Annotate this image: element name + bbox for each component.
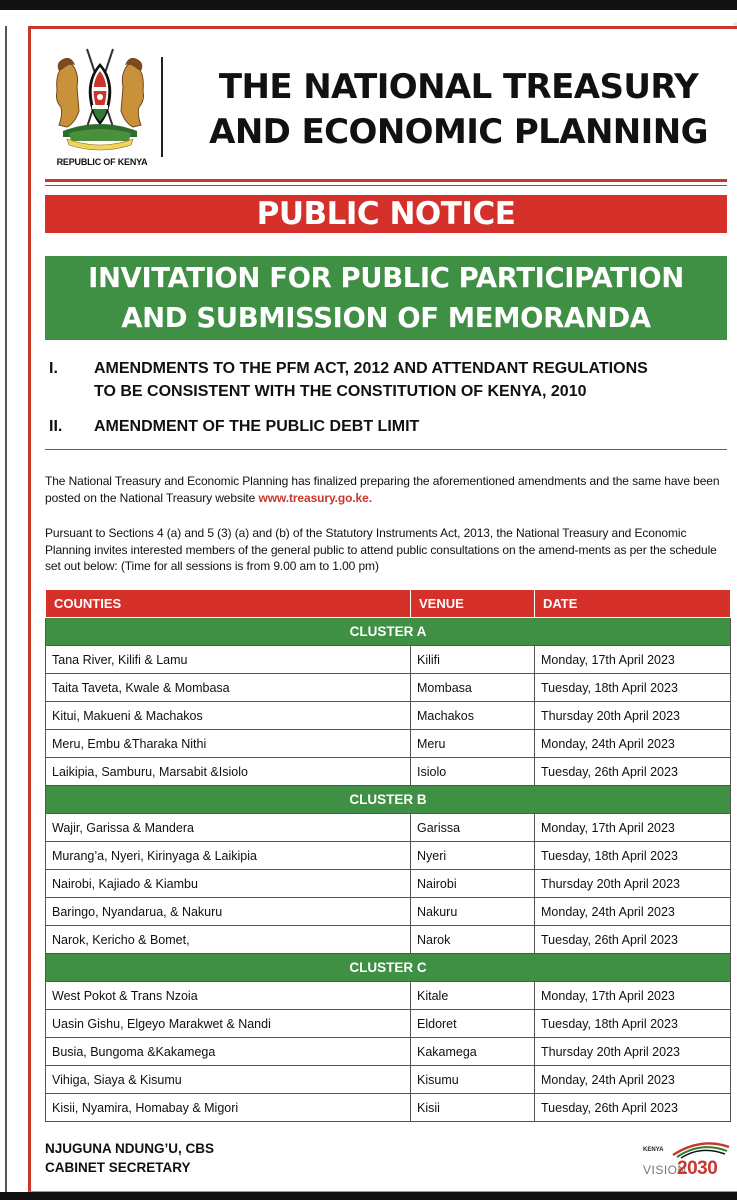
date-cell: Tuesday, 18th April 2023: [535, 842, 731, 870]
top-frame-bar: [0, 0, 737, 10]
table-row: [46, 982, 731, 1010]
agenda-item-2: [49, 415, 737, 439]
venue-cell: Garissa: [411, 814, 535, 842]
date-cell: Thursday 20th April 2023: [535, 1038, 731, 1066]
counties-cell: Narok, Kericho & Bomet,: [46, 926, 411, 954]
column-header-venue: VENUE: [411, 590, 535, 618]
intro-paragraph-text: The National Treasury and Economic Planning has finalized preparing the aforementioned amendments and the same have been posted on the National Treasury website: [45, 474, 720, 505]
venue-cell: Kakamega: [411, 1038, 535, 1066]
date-cell: Monday, 17th April 2023: [535, 646, 731, 674]
header-rule-1: [45, 179, 727, 182]
intro-paragraph: [45, 473, 735, 506]
counties-cell: Tana River, Kilifi & Lamu: [46, 646, 411, 674]
consultation-schedule-table: [45, 589, 731, 1122]
column-header-counties: COUNTIES: [46, 590, 411, 618]
agenda-item-text: [94, 415, 734, 438]
table-body: [46, 618, 731, 1122]
date-cell: Thursday 20th April 2023: [535, 702, 731, 730]
table-row: [46, 1066, 731, 1094]
table-row: [46, 870, 731, 898]
consultation-paragraph: Pursuant to Sections 4 (a) and 5 (3) (a) and (b) of the Statutory Instruments Act, 2013, the National Treasury and Economic Planning invites interested members of the general public to attend public consultations on the amend-ments as per the schedule set out below: (Time for all sessions is from 9.00 am to 1.00 pm): [45, 526, 717, 573]
counties-cell: Laikipia, Samburu, Marsabit &Isiolo: [46, 758, 411, 786]
counties-cell: Wajir, Garissa & Mandera: [46, 814, 411, 842]
date-cell: Monday, 17th April 2023: [535, 814, 731, 842]
invitation-banner: [45, 256, 727, 340]
counties-cell: Kisii, Nyamira, Homabay & Migori: [46, 1094, 411, 1122]
agenda-item-number: II.: [49, 418, 63, 435]
counties-cell: Baringo, Nyandarua, & Nakuru: [46, 898, 411, 926]
date-cell: Tuesday, 26th April 2023: [535, 926, 731, 954]
venue-cell: Kilifi: [411, 646, 535, 674]
section-rule: [45, 449, 727, 450]
counties-cell: Uasin Gishu, Elgeyo Marakwet & Nandi: [46, 1010, 411, 1038]
agenda-item-line1: AMENDMENT OF THE PUBLIC DEBT LIMIT: [94, 418, 420, 435]
venue-cell: Kisumu: [411, 1066, 535, 1094]
venue-cell: Nairobi: [411, 870, 535, 898]
vision-logo-year: 2030: [677, 1158, 718, 1179]
cluster-heading: CLUSTER C: [46, 954, 731, 982]
table-row: [46, 842, 731, 870]
counties-cell: West Pokot & Trans Nzoia: [46, 982, 411, 1010]
date-cell: Tuesday, 18th April 2023: [535, 674, 731, 702]
date-cell: Tuesday, 26th April 2023: [535, 1094, 731, 1122]
cluster-heading: CLUSTER A: [46, 618, 731, 646]
emblem-caption: REPUBLIC OF KENYA: [56, 157, 148, 167]
ministry-title-line1: THE NATIONAL TREASURY: [218, 67, 699, 107]
counties-cell: Kitui, Makueni & Machakos: [46, 702, 411, 730]
venue-cell: Nakuru: [411, 898, 535, 926]
venue-cell: Narok: [411, 926, 535, 954]
table-row: [46, 674, 731, 702]
vision-swoosh-icon: [671, 1139, 731, 1159]
counties-cell: Murang’a, Nyeri, Kirinyaga & Laikipia: [46, 842, 411, 870]
agenda-item-line1: AMENDMENTS TO THE PFM ACT, 2012 AND ATTENDANT REGULATIONS: [94, 360, 648, 377]
table-header-row: [46, 590, 731, 618]
treasury-website-link[interactable]: www.treasury.go.ke.: [258, 490, 372, 505]
table-row: [46, 926, 731, 954]
table-row: [46, 758, 731, 786]
date-cell: Monday, 17th April 2023: [535, 982, 731, 1010]
venue-cell: Eldoret: [411, 1010, 535, 1038]
table-row: [46, 814, 731, 842]
ministry-title: [186, 65, 731, 155]
invitation-line2: AND SUBMISSION OF MEMORANDA: [121, 302, 651, 334]
table-row: [46, 1010, 731, 1038]
column-header-date: DATE: [535, 590, 731, 618]
header-rule-2: [45, 185, 727, 186]
venue-cell: Kisii: [411, 1094, 535, 1122]
agenda-item-1: [49, 357, 737, 403]
date-cell: Monday, 24th April 2023: [535, 730, 731, 758]
venue-cell: Meru: [411, 730, 535, 758]
public-notice-heading: PUBLIC NOTICE: [256, 196, 516, 232]
venue-cell: Nyeri: [411, 842, 535, 870]
venue-cell: Kitale: [411, 982, 535, 1010]
signatory-name: NJUGUNA NDUNG’U, CBS: [45, 1141, 215, 1156]
invitation-line1: INVITATION FOR PUBLIC PARTICIPATION: [88, 262, 684, 294]
venue-cell: Machakos: [411, 702, 535, 730]
vision-logo-word: VISION: [643, 1163, 687, 1177]
table-row: [46, 646, 731, 674]
agenda-item-line2: TO BE CONSISTENT WITH THE CONSTITUTION OF KENYA, 2010: [94, 383, 587, 400]
counties-cell: Busia, Bungoma &Kakamega: [46, 1038, 411, 1066]
venue-cell: Mombasa: [411, 674, 535, 702]
table-row: [46, 1094, 731, 1122]
date-cell: Monday, 24th April 2023: [535, 1066, 731, 1094]
cluster-heading: CLUSTER B: [46, 786, 731, 814]
date-cell: Tuesday, 18th April 2023: [535, 1010, 731, 1038]
agenda-item-number: I.: [49, 360, 58, 377]
bottom-frame-bar: [0, 1192, 737, 1200]
counties-cell: Vihiga, Siaya & Kisumu: [46, 1066, 411, 1094]
public-notice-banner: [45, 195, 727, 233]
table-row: [46, 1038, 731, 1066]
date-cell: Monday, 24th April 2023: [535, 898, 731, 926]
vision-logo-kenya: KENYA: [643, 1147, 664, 1153]
kenya-coat-of-arms-icon: [49, 41, 151, 151]
cluster-heading-row: [46, 786, 731, 814]
table-row: [46, 702, 731, 730]
date-cell: Tuesday, 26th April 2023: [535, 758, 731, 786]
cluster-heading-row: [46, 954, 731, 982]
cluster-heading-row: [46, 618, 731, 646]
table-row: [46, 898, 731, 926]
counties-cell: Taita Taveta, Kwale & Mombasa: [46, 674, 411, 702]
date-cell: Thursday 20th April 2023: [535, 870, 731, 898]
left-page-edge: [0, 26, 7, 1192]
ministry-title-line2: AND ECONOMIC PLANNING: [209, 112, 708, 152]
signatory-title: CABINET SECRETARY: [45, 1160, 191, 1175]
signature-block: [45, 1139, 214, 1177]
agenda-item-text: [94, 357, 734, 403]
public-notice-page: [28, 26, 737, 1192]
counties-cell: Meru, Embu &Tharaka Nithi: [46, 730, 411, 758]
table-row: [46, 730, 731, 758]
counties-cell: Nairobi, Kajiado & Kiambu: [46, 870, 411, 898]
header-divider: [161, 57, 163, 157]
venue-cell: Isiolo: [411, 758, 535, 786]
kenya-vision-2030-logo: [643, 1139, 731, 1189]
